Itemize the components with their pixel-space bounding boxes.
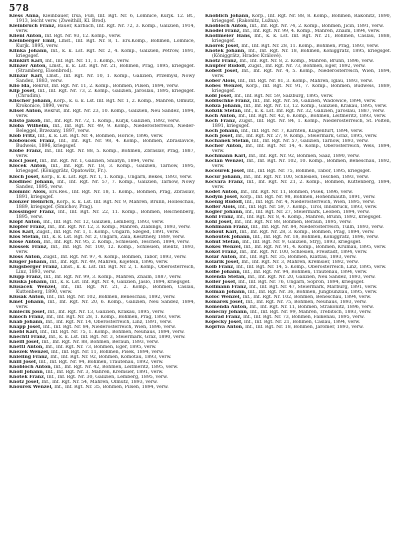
entry-details: Inf., Inf. Rgt. Nr. 84, Niederösterreich, Wien, 1896, verw. — [43, 324, 176, 330]
list-entry — [9, 139, 195, 149]
entry-name: Knechtl Franz, — [9, 335, 47, 340]
list-entry — [205, 325, 391, 330]
entry-name: Kolenda Stefan, — [205, 274, 247, 280]
entry-name: Kofler Alois, — [205, 204, 237, 210]
entry-name: Kocourek Josef, — [205, 169, 246, 175]
entry-details: Inf., Inf. Rgt. Nr. 13, 12. Komp., Galizien, Krakau, 1895, verw. — [243, 104, 388, 110]
entry-name: Klonzer Heinrich, — [9, 199, 55, 205]
entry-details: Inf., k. k. Lst. Inf. Rgt. Nr. 32, Galizien, Jaroslau, 1887, verw. — [244, 109, 385, 115]
entry-details: Zugsf., Inf. Rgt. Nr. 97, 4. Komp., Böhmen, Tabor, 1893, verw. — [43, 254, 187, 260]
entry-details: Inf., Inf. Rgt. Nr. 92, Böhmen, Komotau, 1893, verw. — [50, 355, 172, 361]
entry-name: Kloboucek Franz, — [9, 139, 56, 145]
entry-details: Inf., Inf. Rgt. Nr. 88, Böhmen, Beraun, 1893, verw. — [41, 340, 160, 346]
entry-details: Korp., k. k. Lst. Inf. Rgt. Nr. 9, Mähren, Brünn, Holleschau, 1889, kriegsgef. (Smíchov, Prag). — [16, 199, 195, 210]
entry-details: Inf., Inf. Rgt. Nr. 99, 3. Komp., Mähren, Znaim, 1887, verw. — [43, 274, 182, 280]
entry-details: Inf., Inf. Rgt. Nr. 91, 4. Komp., Böhmen, Krumau, 1895, verw. — [243, 244, 387, 250]
list-entry — [9, 245, 195, 255]
entry-details: Inf., k. k. Lst. Rgt. Nr. 4, Böhmen, Horice, 1896, verw. — [37, 134, 164, 140]
entry-name: Kless Anna, — [9, 14, 41, 19]
entry-details: Inf., Inf. Rgt. Nr. 59, Salzburg, 1895, verw. — [234, 94, 334, 100]
entry-name: Kopecky Josef, — [205, 319, 243, 325]
entry-name: Kolman Johann, — [205, 289, 247, 295]
entry-name: Kocvara Franz, — [205, 179, 245, 185]
entry-details: Inf., Inf. Rgt. Nr. 14, 4. Komp., Oberösterreich, Wels, 1894, verw. — [212, 144, 391, 155]
entry-name: Klos Stefan, — [9, 234, 41, 240]
entry-name: Kohl Josef, — [205, 219, 233, 225]
entry-details: Bauer, Karbach, Inf. Rgt. Nr. 72, 3. Komp., Galizien, 1914, verw. — [16, 24, 195, 35]
entry-details: Inf., k. k. Lst. Inf. Rgt. Nr. 4, Galizien, Jaslo, 1894, kriegsgef. — [49, 279, 191, 285]
entry-details: Inf., Inf. Rgt. Nr. 88, Böhmen, Beraun, 1895, verw. — [234, 219, 352, 225]
entry-details: Inf., Inf. Rgt. Nr. 18, Böhmen, Königgrätz, 1895, kriegsgef. (Königgrätz, Hradec Králové). — [212, 49, 391, 60]
entry-name: Klip Josef, — [9, 89, 36, 95]
list-entry — [205, 69, 391, 79]
entry-name: Koch Anton, — [205, 114, 237, 120]
entry-name: Kolar Anton, — [205, 254, 238, 260]
entry-details: Inf., Inf. Rgt. Nr. 98, 4. Komp., Böhmen, Zbraslavice, Budweis, 1896, kriegsgef. — [16, 139, 195, 150]
entry-details: Rekrut, Inf. Rgt. Nr. 23, 10. Komp., Galizien, Neu Sandez, 1894, verw. — [16, 109, 195, 120]
list-entry — [9, 39, 195, 49]
entry-name: Klupp Franz, — [9, 274, 43, 280]
list-entry — [9, 164, 195, 174]
entry-name: Kocher Anton, — [205, 144, 243, 150]
entry-details: Inf., k. k. Lst. Inf. Rgt. Nr. 3, Steiermark, Graz, 1890, verw. — [48, 335, 186, 340]
entry-details: Inf., Inf. Rgt. Nr. 35, Böhmen, Klattau, 1893, verw. — [239, 254, 357, 260]
list-entry — [9, 300, 195, 310]
list-entry — [9, 14, 195, 24]
entry-details: Inf., Inf. Rgt. Nr. 13, Galizien, Krakau, 1895, verw. — [47, 309, 165, 315]
entry-details: Inf., Inf. Rgt. Nr. 75, 1. Komp., Böhmen, Neuhaus, 1894, verw. — [40, 329, 185, 335]
entry-details: Inf., Inf. Rgt. Nr. 18, 3. Komp., Galizien, Tarnow, 1895, kriegsgef. (Königgrätz, Opatowitz, Fr.). — [16, 164, 195, 175]
list-entry — [205, 14, 391, 24]
entry-details: Kleinbauer, Irsa, Fuß, Inf. Rgt. Nr. 6, Lomnice, Kurjk. 12. Bt., 1913, leicht verw. (Zweithill, Kl. Brod). — [16, 14, 195, 25]
entry-name: Kobelt Josef, — [205, 69, 239, 75]
entry-details: Zugsf., Inf. Rgt. Nr. 1, 1. Komp., Ungarn, Szeged, 1891, verw. — [36, 229, 180, 235]
entry-details: Inf., Inf. Rgt. Nr. 8, 2. Komp., Mähren, Brünn, 1896, verw. — [239, 59, 375, 65]
entry-name: Knorek Josef, — [205, 44, 240, 50]
entry-details: Inf., Inf. Rgt. Nr. 21, Böhmen, Caslau, 1894, verw. — [244, 319, 361, 325]
entry-details: Inf., Inf. Rgt. Nr. 12, Galizien, Lemberg, 1893, verw. — [43, 219, 165, 225]
entry-name: Kober Alois, — [205, 79, 237, 85]
entry-name: Kluska Johann, — [9, 279, 49, 285]
entry-name: Konecny Johann, — [205, 309, 249, 315]
entry-details: Lmst., Inf. Rgt. Nr. 8, 1. Ers.Komp., Böhmen, Lomnice, Kurjk. 1895, verw. — [16, 39, 195, 50]
list-entry — [9, 190, 195, 200]
list-entry — [9, 124, 195, 134]
list-entry — [205, 84, 391, 94]
entry-details: Inf., Inf. Rgt. Nr. 74, 2. Komp., Böhmen, Jicin, 1891, verw. — [249, 24, 384, 30]
entry-name: Kobza Johann, — [205, 104, 243, 110]
list-entry — [9, 24, 195, 34]
entry-name: Klugsberger Franz, — [9, 264, 59, 270]
entry-name: Knill Josef, — [9, 360, 38, 366]
list-entry — [9, 210, 195, 220]
entry-name: Koenig Rudolf, — [205, 199, 244, 205]
entry-details: Inf., Inf. Rgt. Nr. 42, Böhmen, Leitmeritz, 1895, verw. — [53, 365, 179, 371]
entry-details: Inf., Inf. Rgt. Nr. 3, Mähren, Kremsier, 1891, verw. — [45, 370, 164, 376]
entry-name: Kohoutek Johann, — [205, 234, 252, 240]
entry-details: Inf., Inf. Rgt. Nr. 35, Böhmen, Pilsen, 1894, verw. — [54, 385, 169, 391]
entry-name: Kleinberger Emil, — [9, 39, 57, 45]
entry-name: Komenda Anton, — [205, 304, 248, 310]
page-number: 578 — [9, 4, 30, 14]
entry-details: Inf., Inf. Rgt. Nr. 81, 3. Komp., Mähren, Iglau, 1893, verw. — [237, 79, 373, 85]
entry-name: Kneifl Josef, — [9, 340, 41, 346]
entry-name: Knotz Josef, — [9, 380, 40, 386]
list-entry — [9, 265, 195, 275]
entry-name: Knoblich Johann, — [205, 14, 251, 19]
entry-name: Kolbe Johann, — [205, 269, 242, 275]
entry-details: Korp., k. u. k. Lst. Inf. Rgt. Nr. 1, 2. Komp., Mähren, Olmütz, Krokonice, 1890, verw. — [16, 99, 195, 110]
entry-details: Inf., Inf. Rgt. Nr. 21, 2. Komp., Böhmen, Kuttenberg, 1894, verw. — [212, 179, 391, 190]
entry-name: Knobloch Anton, — [205, 24, 249, 30]
entry-name: Kodet Anton, — [205, 189, 239, 195]
entry-name: Klos Karl, — [9, 229, 35, 235]
entry-details: Inf., Inf. Rgt. Nr. 88, 5. Komp., Böhmen, Zbraslav, Prag, 1887, verw. — [16, 149, 195, 160]
list-entry — [205, 49, 391, 59]
entry-name: Knodel Franz, — [205, 29, 242, 35]
entry-name: Klinzar Karl, — [9, 74, 44, 80]
entry-details: Inf., Inf. Rgt. Nr. 49, 9. Komp., Niederösterreich, Nieder-Beleggel, Brzezany, 1897, verw. — [16, 124, 195, 135]
list-entry — [205, 180, 391, 190]
entry-name: Kohl Franz, — [205, 214, 235, 220]
entry-details: Inf., Inf. Rgt. Nr. 1, Galizien, Sniatyn, 1894, verw. — [39, 159, 155, 165]
entry-details: Inf., Inf. Rgt. Nr. 11, Böhmen, Pisek, 1896, verw. — [240, 189, 354, 195]
entry-details: Korp., k. k. Lst. Rgt. Nr. 1, 1. Komp., Ungarn, Bekes, 1893, verw. — [41, 174, 193, 180]
entry-name: Klusak Anton, — [9, 294, 46, 300]
entry-name: Knotek Franz, — [9, 375, 46, 381]
entry-name: Klio Ida, — [9, 84, 32, 90]
entry-name: Kokes Wenzel, — [205, 244, 243, 250]
entry-name: Knebl Karl, — [9, 329, 39, 335]
entry-name: Knieling Franz, — [9, 355, 49, 361]
entry-details: Inf. Rgt. Nr. 93, 12. Komp., verw. — [44, 34, 122, 40]
list-entry — [9, 89, 195, 99]
entry-details: Inf., Inf. Rgt. Nr. 56, Galizien, Wadowice, 1894, verw. — [252, 99, 377, 105]
entry-details: Inf., Inf. Rgt. Nr. 76, Ungarn, Sopron, 1894, kriegsgef. — [238, 279, 365, 285]
entry-name: Kolb Franz, — [205, 264, 235, 270]
list-entry — [9, 64, 195, 74]
entry-name: Kogler Johann, — [205, 209, 244, 215]
entry-details: Inf., Inf. Rgt. Nr. 11, 1. Komp., verw. — [45, 59, 130, 65]
entry-name: Klossek Franz, — [9, 244, 48, 250]
entry-name: Kmoch Franz, — [9, 314, 45, 320]
entry-details: Inf., Inf. Rgt. Nr. 8, 4. Komp., Mähren, Brünn, 1892, kriegsgef. — [236, 214, 382, 220]
entry-name: Kloch Josef, — [9, 174, 40, 180]
entry-details: Zugsf., Inf. Rgt. Nr. 73, Böhmen, Eger, 1892, verw. — [247, 64, 366, 70]
entry-name: Kloba Wilhelm, — [9, 124, 50, 130]
entry-details: Ers.Res., Inf. Rgt. Nr. 18, 1. Komp., Böhmen, Prag, Zbraslav, 1891, kriegsgef. — [16, 189, 195, 200]
entry-details: Korp., Inf. Rgt. Nr. 98, Böhmen, Hohenmauth, 1891, verw. — [240, 194, 376, 200]
entry-details: Inf., Inf. Rgt. Nr. 57, Galizien, Tarnow, 1893, verw. — [251, 139, 369, 145]
entry-details: Inf., Inf. Rgt. Nr. 102, 10. Komp., Böhmen, Beneschau, 1892, verw. — [212, 159, 391, 170]
entry-name: Kocur Johann, — [205, 174, 242, 180]
entry-name: Kmiecik Josef, — [9, 309, 47, 315]
entry-details: Inf., Inf. Rgt. Nr. 94, Böhmen, Trautenau, 1892, verw. — [38, 360, 164, 366]
entry-details: Inf., k. k. Lst. Inf. Rgt. Nr. 21, Böhmen, Caslau, 1888, kriegsgef. — [212, 34, 391, 45]
list-entry — [9, 180, 195, 190]
entry-name: Klocek Anton, — [9, 164, 48, 170]
list-entry — [205, 159, 391, 169]
left-column — [9, 14, 195, 390]
list-entry — [9, 149, 195, 159]
entry-name: Klopfer Franz, — [9, 224, 47, 230]
entry-name: Klisto Jakob, — [9, 119, 43, 125]
entry-details: Inf., Inf. Rgt. Nr. 94, Böhmen, Trautenau, 1894, verw. — [242, 269, 368, 275]
entry-details: Inf., Inf. Rgt. Nr. 14, 5. Komp., Oberösterreich, Linz, 1895, verw. — [236, 264, 387, 270]
entry-name: Klischer Johann, — [9, 99, 53, 105]
entry-name: Knettl Anton, — [9, 345, 44, 351]
entry-name: Koloc Wenzel, — [205, 294, 242, 300]
entry-name: Kobzik Stefan, — [205, 109, 243, 115]
entry-details: Inf., Inf. Rgt. Nr. 47, Steiermark, Marburg, 1891, verw. — [249, 284, 378, 290]
entry-details: Inf., Inf. Rgt. Nr. 4, Niederösterreich, Wien, 1895, verw. — [244, 199, 375, 205]
entry-details: Inf., Inf. Rgt. Nr. 18, Böhmen, Königgrätz, 1896, verw. — [252, 234, 379, 240]
list-entry — [9, 49, 195, 59]
entry-details: Inf., Inf. Rgt. Nr. 7, Kärnten, Klagenfurt, 1894, verw. — [241, 129, 364, 135]
entry-details: Inf., Inf. Rgt. Nr. 100, 12. Komp., Schlesien, Bielitz, 1893, verw. — [16, 244, 195, 255]
entry-name: Knobloch Anton, — [9, 365, 53, 371]
entry-name: Koch Franz, — [205, 119, 237, 125]
entry-details: Inf., Inf. Rgt. Nr. 36, Böhmen, Jungbunzlau, 1895, verw. — [247, 289, 378, 295]
entry-details: Inf., Inf. Rgt. Nr. 28, 1. Komp., Böhmen, Prag, 1893, verw. — [46, 314, 182, 320]
entry-name: Kodym Josef, — [205, 194, 239, 200]
entry-name: Klomnic Alois, — [9, 189, 48, 195]
entry-name: Kluger Johann, — [9, 259, 49, 265]
entry-details: Inf., Inf. Rgt. Nr. 18, Böhmen, Jaromer, 1893, verw. — [245, 324, 364, 330]
entry-details: Inf., k. k. Lst. Rgt. Nr. 2, 4. Komp., Galizien, Petrow, 1891, kriegsgef. — [16, 49, 195, 60]
entry-details: Korp., Inf. Rgt. Nr. 91, 7. Komp., Böhmen, Budweis, 1889, kriegsgef. — [212, 84, 391, 95]
entry-name: Knüpfer Rudolf, — [205, 64, 247, 70]
entry-details: Inf., Inf. Rgt. Nr. 54, Mähren, Olmütz, 1893, verw. — [41, 380, 158, 386]
entry-name: Konrad Franz, — [205, 314, 242, 320]
entry-details: Inf., Inf. Rgt. Nr. 100, Schlesien, Teschen, 1893, verw. — [243, 174, 369, 180]
entry-details: Inf., Inf. Rgt. Nr. 20, 6. Komp., Galizien, Neu Sandez, 1894, verw. — [16, 299, 195, 310]
entry-details: Inf., Inf. Rgt. Nr. 4, 5. Komp., Niederösterreich, Wien, 1894, verw. — [212, 69, 391, 80]
list-entry — [9, 99, 195, 109]
entry-details: Inf., Inf. Rgt. Nr. 99, 4. Komp., Mähren, Znaim, 1894, verw. — [242, 29, 381, 35]
entry-details: Zugsf., Inf. Rgt. Nr. 84, 1. Komp., Niederösterreich, St. Pölten, 1891, kriegsgef. — [212, 119, 391, 130]
entry-details: Inf., Inf. Rgt. Nr. 42, 6. Komp., Böhmen, Leitmeritz, 1893, verw. — [238, 114, 387, 120]
entry-details: Inf., Inf. Rgt. Nr. 59, 7. Komp., Tirol, Innsbruck, 1893, verw. — [238, 204, 378, 210]
entry-name: Knab Johann, — [9, 319, 44, 325]
entry-details: Inf., Inf. Rgt. Nr. 11, Böhmen, Pisek, 1894, verw. — [50, 350, 164, 356]
entry-name: Kochanek Stefan, — [205, 139, 251, 145]
entry-name: Knezek Wenzel, — [9, 350, 50, 356]
entry-details: Inf., Inf. Rgt. Nr. 102, Böhmen, Beneschau, 1894, verw. — [242, 294, 372, 300]
entry-name: Kleinbruch Franz, — [9, 24, 56, 30]
entry-details: Inf., Inf. Rgt. Nr. 49, Mähren, Kojetein, 1896, verw. — [49, 259, 169, 265]
entry-name: Kolarik Josef, — [205, 259, 240, 265]
entry-name: Knollmeier Hans, — [205, 34, 252, 40]
entry-details: Inf., Inf. Rgt. Nr. 84, Niederösterreich, Tulln, 1893, verw. — [250, 224, 384, 230]
entry-details: Inf., Inf. Rgt. Nr. 27, Steiermark, Leoben, 1894, verw. — [245, 209, 370, 215]
entry-name: Kohlmann Franz, — [205, 224, 250, 230]
list-entry — [205, 34, 391, 44]
entry-details: Inf., Inf. Rgt. Nr. 100, Schlesien, Freistadt, 1894, verw. — [239, 249, 368, 255]
list-entry — [9, 109, 195, 119]
entry-name: Kocian Wenzel, — [205, 159, 245, 165]
entry-details: Lmst., k. k. Lst. Rgt. Nr. 21, Böhmen, Prag, 1895, kriegsgef. (Stramberg, Eisenbrod). — [16, 64, 195, 75]
entry-name: Klinkirt Karl, — [9, 59, 44, 65]
entry-name: Koblischke Franz, — [205, 99, 252, 105]
entry-name: Klienl Anton, — [9, 34, 44, 40]
entry-details: Inf., Inf. Rgt. Nr. 14, Oberösterreich, Linz, 1891, verw. — [45, 319, 173, 325]
entry-name: Kopriva Anton, — [205, 324, 244, 330]
entry-name: Koch Johann, — [205, 129, 240, 135]
entry-details: Inf., Inf. Rgt. Nr. 30, Galizien, Lemberg, 1895, verw. — [46, 375, 168, 381]
entry-details: Inf., Inf. Rgt. Nr. 28, 11. Komp., Böhmen, Prag, 1893, verw. — [241, 44, 380, 50]
entry-details: Korp., Inf. Rgt. Nr. 88, 8. Komp., Böhmen, Rakonitz, 1890, kriegsgef. (Rakonitz, Lužna). — [212, 14, 391, 25]
entry-details: Inf., k. k. Lst. Rgt. Nr. 2, Ungarn, Zala, Keszthely, 1889, verw. — [41, 234, 185, 240]
list-entry — [9, 74, 195, 84]
list-entry — [9, 285, 195, 295]
entry-details: Inf., Inf. Rgt. Nr. 92, Böhmen, Saaz, 1890, verw. — [248, 154, 360, 160]
right-column — [205, 14, 391, 330]
entry-name: Klob Fritz, — [9, 134, 37, 140]
entry-name: Klossinger Franz, — [9, 209, 56, 215]
entry-details: Inf., Inf. Rgt. Nr. 22, 11. Komp., Böhmen, Reichenberg, 1895, verw. — [16, 209, 195, 220]
entry-name: Kobes Wenzel, — [205, 84, 244, 90]
entry-name: Kobl Josef, — [205, 94, 233, 100]
entry-details: Inf., Inf. Rgt. Nr. 73, Böhmen, Eger, 1895, verw. — [45, 345, 157, 351]
entry-name: Koch Josef, — [205, 134, 234, 140]
entry-name: Komarek Josef, — [205, 299, 245, 305]
entry-details: Inf., Inf. Rgt. Nr. 3, Mähren, Kremsier, 1892, verw. — [241, 259, 359, 265]
entry-name: Klusacek Wenzel, — [9, 284, 57, 290]
entry-name: Knourek Wenzel, — [9, 385, 53, 391]
entry-name: Kollmann Franz, — [205, 284, 248, 290]
list-entry — [205, 144, 391, 154]
entry-details: Inf., Inf. Rgt. Nr. 73, Böhmen, Falkenau, 1895, verw. — [243, 314, 365, 320]
entry-name: Koller Josef, — [205, 279, 237, 285]
entry-details: Inf., Inf. Rgt. Nr. 12, 3. Komp., Mähren, Zlabings, 1893, verw. — [47, 224, 191, 230]
entry-name: Klobe Franz, — [9, 149, 43, 155]
list-entry — [9, 385, 195, 390]
entry-name: Knotek Johann, — [205, 49, 246, 55]
entry-name: Klisel Anton, — [9, 109, 43, 115]
entry-details: Lmst., Inf. Rgt. Nr. 10, 1. Komp., Galizien, Przemysl, Nowy Sandez, 1883, verw. — [16, 74, 195, 85]
entry-details: Inf., Inf. Rgt. Nr. 73, 2. Komp., Galizien, Jaroslau, 1895, kriegsgef. (Chrudim). — [16, 89, 195, 100]
entry-details: Inf., Inf. Rgt. Nr. 21, 2. Komp., Böhmen, Caslau, Kuttenberg, 1890, verw. — [16, 284, 195, 295]
entry-name: Kmet Johann, — [9, 299, 46, 305]
entry-name: Knoll Johann, — [9, 370, 45, 376]
entry-name: Knotz Franz, — [205, 59, 238, 65]
list-entry — [205, 119, 391, 129]
entry-details: Inf., Inf. Rgt. Nr. 72, 1. Komp., Kurjk, Galizien, 1892, verw. — [43, 119, 181, 125]
entry-details: Lmst., k. k. Lst. Inf. Rgt. Nr. 2, 1. Komp., Oberösterreich, Linz, 1893, verw. — [16, 264, 195, 275]
entry-details: Inf., Inf. Rgt. Nr. 11, Böhmen, Strakonitz, 1896, verw. — [249, 304, 374, 310]
entry-name: Knapp Josef, — [9, 324, 42, 330]
entry-details: Rekrut, Inf. Rgt. Nr. 11, 2. Komp., Böhmen, Pilsen, 1894, verw. — [32, 84, 179, 90]
entry-name: Klocl Josef, — [9, 159, 39, 165]
entry-name: Klodinec Johann, — [9, 179, 55, 185]
entry-details: Inf., Inf. Rgt. Nr. 99, Mähren, Trebitsch, 1893, verw. — [249, 309, 372, 315]
entry-details: Inf., Inf. Rgt. Nr. 95, 2. Komp., Schlesien, Teschen, 1894, verw. — [43, 239, 190, 245]
entry-details: Inf., Inf. Rgt. Nr. 102, Böhmen, Beneschau, 1892, verw. — [46, 294, 176, 300]
entry-name: Klinka Johann, — [9, 49, 49, 55]
entry-name: Klose Anton, — [9, 239, 42, 245]
entry-name: Klopf Anton, — [9, 219, 42, 225]
entry-details: Inf., Inf. Rgt. Nr. 57, 7. Komp., Galizien, Tarnow, Nowy Sandez, 1895, verw. — [16, 179, 195, 190]
entry-details: Inf., Inf. Rgt. Nr. 75, Böhmen, Tabor, 1895, kriegsgef. — [246, 169, 372, 175]
entry-name: Kloss Anton, — [9, 254, 42, 260]
entry-name: Kochmann Karl, — [205, 154, 247, 160]
entry-name: Kokot Franz, — [205, 249, 239, 255]
entry-name: Klinzer Anton, — [9, 64, 48, 70]
entry-details: Inf., Inf. Rgt. Nr. 27, 9. Komp., Steiermark, Graz, 1895, verw. — [235, 134, 378, 140]
entry-name: Kohout Karl, — [205, 229, 239, 235]
entry-details: Inf., Inf. Rgt. Nr. 75, Böhmen, Neuhaus, 1893, verw. — [245, 299, 367, 305]
entry-details: Inf., Inf. Rgt. Nr. 20, Galizien, Neu Sandez, 1893, verw. — [247, 274, 376, 280]
list-entry — [9, 200, 195, 210]
entry-name: Kohut Stefan, — [205, 239, 241, 245]
entry-details: Inf., Inf. Rgt. Nr. 9, Galizien, Stryj, 1893, kriegsgef. — [242, 239, 362, 245]
entry-details: Inf., Inf. Rgt. Nr. 28, 3. Komp., Böhmen, Prag, 1894, verw. — [239, 229, 375, 235]
